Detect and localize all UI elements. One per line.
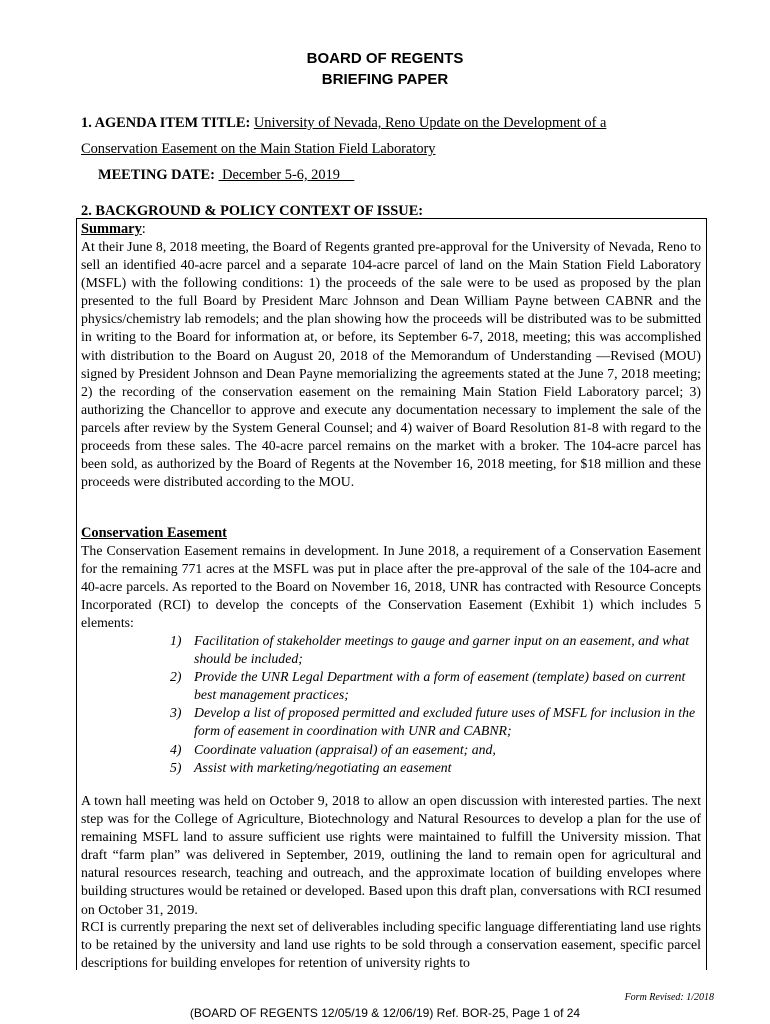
document-heading-briefing-paper: BRIEFING PAPER [321,71,449,88]
background-heading: 2. BACKGROUND & POLICY CONTEXT OF ISSUE: [81,203,424,219]
summary-heading: Summary [81,221,142,237]
town-hall-paragraph: A town hall meeting was held on October 9, 2018 to allow an open discussion with interested parties. The next step was for the College of Agriculture, Biotechnology and Natural Resources to develop a plan for the use of remaining MSFL land to assure sufficient use rights were maintained to fulfill the University mission. That draft “farm plan” was delivered in September, 2019, outlining the land to remain open for agricultural and natural resources research, teaching and outreach, and the approximate location of building envelopes where building structures would be retained or developed. Based upon this draft plan, conversations with RCI resumed on October 31, 2019. [81,793,701,917]
summary-heading-row [81,220,146,238]
summary-colon: : [141,221,146,237]
list-item: 4) Coordinate valuation (appraisal) of an easement; and, [170,741,496,757]
meeting-date-value: December 5-6, 2019 [218,167,355,183]
agenda-item-title-row [81,114,606,132]
agenda-item-label: 1. AGENDA ITEM TITLE: [81,115,251,131]
page-reference-footer: (BOARD OF REGENTS 12/05/19 & 12/06/19) Ref. BOR-25, Page 1 of 24 [189,1006,581,1020]
rci-paragraph: RCI is currently preparing the next set of deliverables including specific language differentiating land use rights to be retained by the university and land use rights to be sold through a conservation easement, specific parcel descriptions for building envelopes for retention of university rights to [81,919,701,971]
form-revised-note: Form Revised: 1/2018 [624,992,714,1003]
agenda-item-title-line2: Conservation Easement on the Main Station Field Laboratory [81,141,436,157]
agenda-item-title-line1: University of Nevada, Reno Update on the Development of a [253,115,607,131]
list-item: 3) Develop a list of proposed permitted and excluded future uses of MSFL for inclusion in the form of easement in coordination with UNR and CABNR; [170,705,696,739]
list-item: 5) Assist with marketing/negotiating an easement [170,759,452,775]
summary-paragraph: At their June 8, 2018 meeting, the Board of Regents granted pre-approval for the University of Nevada, Reno to sell an identified 40-acre parcel and a separate 104-acre parcel of land on the Main Station Field Laboratory (MSFL) with the following conditions: 1) the proceeds of the sale were to be used as proposed by the plan presented to the full Board by President Marc Johnson and Dean William Payne between CABNR and the physics/chemistry lab remodels; and the plan showing how the proceeds will be distributed was to be submitted in writing to the Board for information at, or before, its September 6-7, 2018, meeting; this was accomplished with distribution to the Board on August 20, 2018 of the Memorandum of Understanding —Revised (MOU) signed by President Johnson and Dean Payne memorializing the agreements stated at the June 7, 2018 meeting; 2) the recording of the conservation easement on the remaining Main Station Field Laboratory parcel; 3) authorizing the Chancellor to approve and execute any documentation necessary to implement the sale of the parcels after review by the System General Counsel; and 4) waiver of Board Resolution 81-8 with regard to the proceeds from these sales. The 40-acre parcel remains on the market with a broker. The 104-acre parcel has been sold, as authorized by the Board of Regents at the November 16, 2018 meeting, for $18 million and these proceeds were distributed according to the MOU. [81,239,701,490]
meeting-date-label: MEETING DATE: [98,167,215,183]
easement-heading: Conservation Easement [81,525,227,541]
easement-elements-list [170,632,700,777]
document-heading-board: BOARD OF REGENTS [306,50,464,67]
list-item: 2) Provide the UNR Legal Department with a form of easement (template) based on current best management practices; [170,669,686,703]
meeting-date-row [98,166,354,184]
easement-paragraph: The Conservation Easement remains in development. In June 2018, a requirement of a Conservation Easement for the remaining 771 acres at the MSFL was put in place after the pre-approval of the sale of the 104-acre and 40-acre parcels. As reported to the Board on November 16, 2018, UNR has contracted with Resource Concepts Incorporated (RCI) to develop the concepts of the Conservation Easement (Exhibit 1) which includes 5 elements: [81,543,701,631]
list-item: 1) Facilitation of stakeholder meetings to gauge and garner input on an easement, and what should be included; [170,633,690,667]
